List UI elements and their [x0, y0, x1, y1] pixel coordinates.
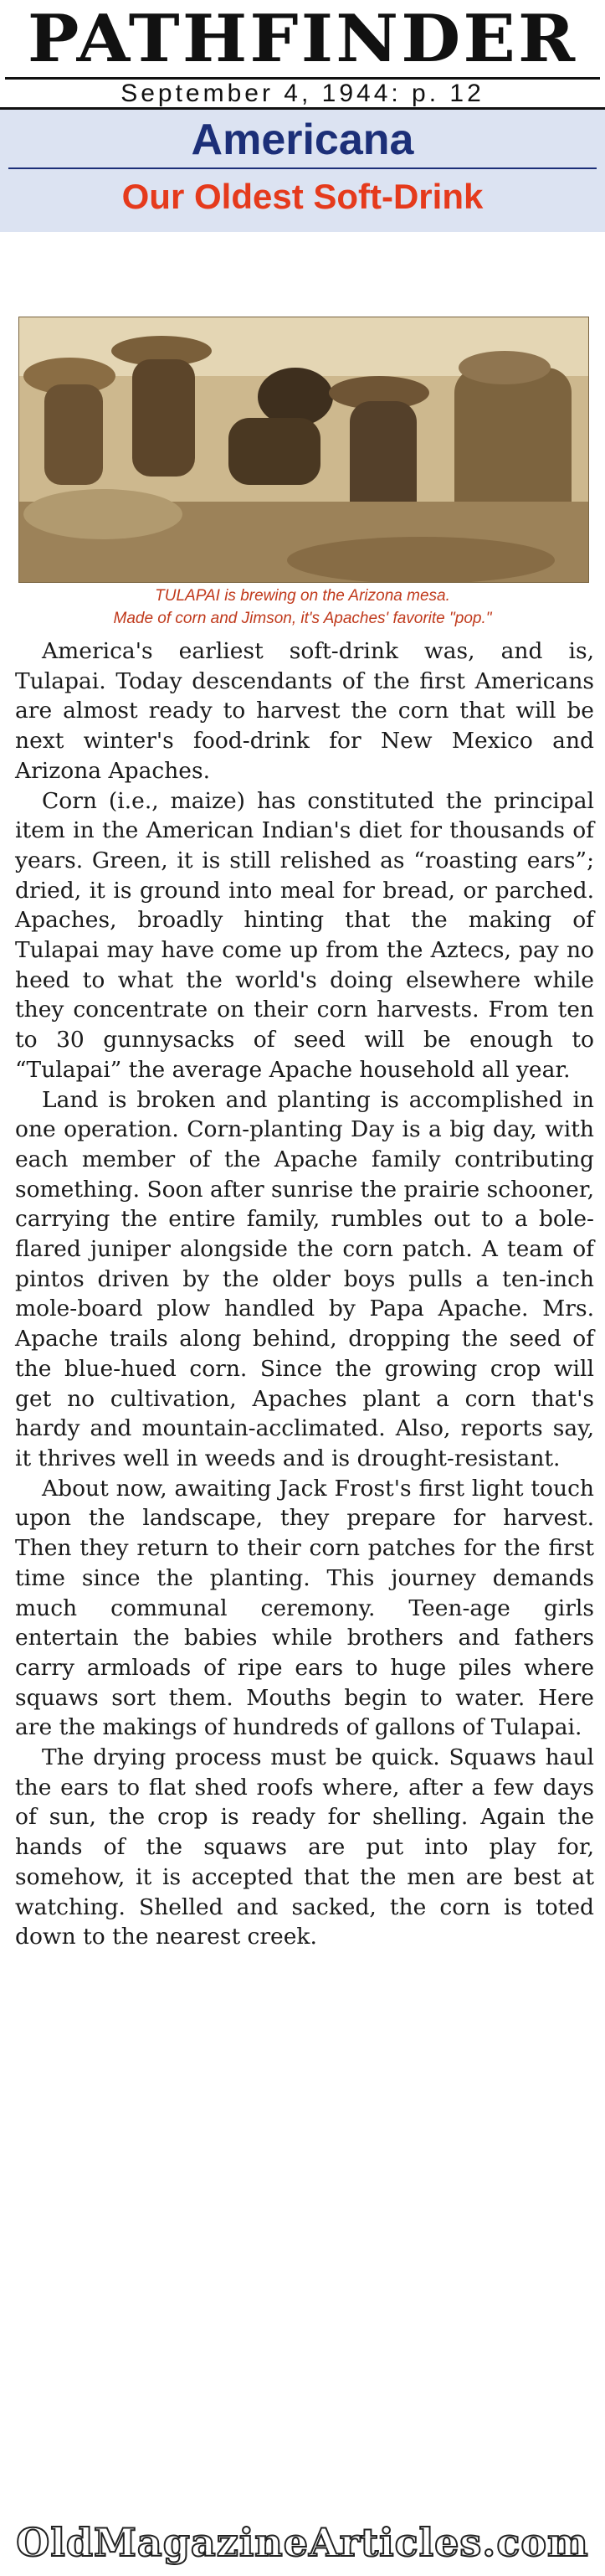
caption-line-1: TULAPAI is brewing on the Arizona mesa. [155, 587, 450, 605]
section-title: Americana [191, 116, 414, 164]
article-paragraph-1: America's earliest soft-drink was, and is, Tulapai. Today descendants of the first Americans are almost ready to harvest the corn that will be next winter's food-drink for New Mexico and Arizona Apaches. [15, 638, 594, 784]
article-paragraph-4: About now, awaiting Jack Frost's first light touch upon the landscape, they prepare for harvest. Then they return to their corn patches for the first time since the planting. This journey demands much communal ceremony. Teen-age girls entertain the babies while brothers and fathers carry armloads of ripe ears to huge piles where squaws sort them. Mouths begin to water. Here are the makings of hundreds of gallons of Tulapai. [15, 1475, 594, 1741]
article-paragraph-5: The drying process must be quick. Squaws haul the ears to flat shed roofs where, after a few days of sun, the crop is ready for shelling. Again the hands of the squaws are put into play for, somehow, it is accepted that the men are best at watching. Shelled and sacked, the corn is toted down to the nearest creek. [15, 1744, 594, 1950]
section-rule [8, 167, 597, 169]
magazine-title: PATHFINDER [27, 1, 578, 77]
article-paragraph-2: Corn (i.e., maize) has constituted the principal item in the American Indian's diet for thousands of years. Green, it is still relished as “roasting ears”; dried, it is ground into meal for bread, or parched. Apaches, broadly hinting that the making of Tulapai may have come up from the Aztecs, pay no heed to what the world's doing elsewhere while they concentrate on their corn harvests. From ten to 30 gunnysacks of seed will be enough to “Tulapai” the average Apache household all year. [15, 787, 594, 1083]
article-photo [18, 317, 589, 583]
site-watermark: OldMagazineArticles.com [16, 2520, 589, 2565]
photo-caption [8, 585, 597, 630]
photo-illustration [19, 317, 588, 582]
caption-line-2: Made of corn and Jimson, it's Apaches' favorite "pop." [113, 610, 492, 627]
footer [0, 2507, 605, 2576]
masthead [0, 0, 605, 110]
article-paragraph-3: Land is broken and planting is accomplished in one operation. Corn-planting Day is a big day, with each member of the Apache family contributing something. Soon after sunrise the prairie schooner, carrying the entire family, rumbles out to a bole-flared juniper alongside the corn patch. A team of pintos driven by the older boys pulls a ten-inch mole-board plow handled by Papa Apache. Mrs. Apache trails along behind, dropping the seed of the blue-hued corn. Since the growing crop will get no cultivation, Apaches plant a corn that's hardy and mountain-acclimated. Also, reports say, it thrives well in weeds and is drought-resistant. [15, 1086, 594, 1471]
issue-date: September 4, 1944: p. 12 [120, 80, 485, 107]
article-body [15, 636, 594, 1952]
article-headline: Our Oldest Soft-Drink [121, 177, 484, 216]
